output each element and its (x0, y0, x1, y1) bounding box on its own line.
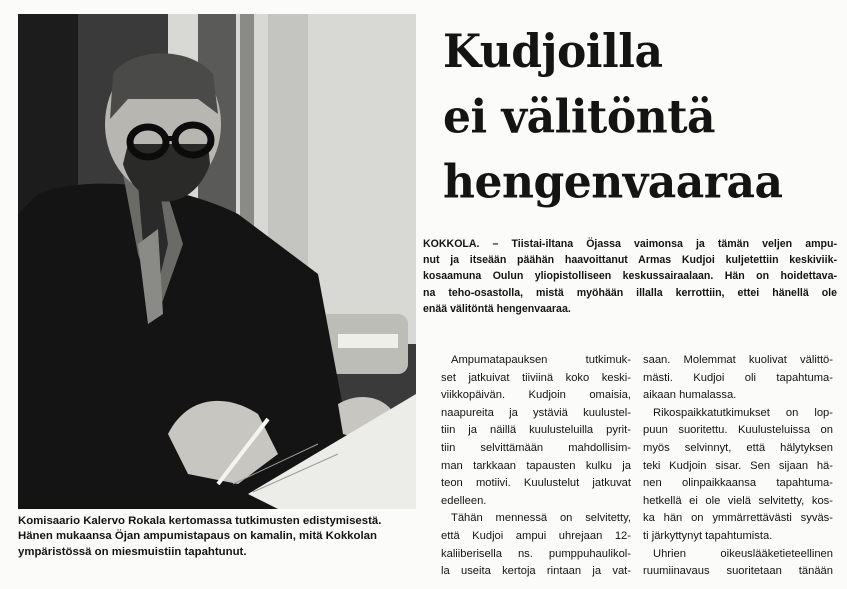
body-line: Rikospaikkatutkimukset on lop- (653, 406, 833, 419)
body-line: myös selvinnyt, että hälytyksen (643, 441, 833, 454)
body-line: tiin selvittämään mahdollisim- (441, 441, 631, 454)
caption-line: ympäristössä on miesmuistiin tapahtunut. (18, 545, 247, 558)
body-line: teon motiivi. Kuulustelut jatkuvat (441, 477, 631, 490)
lede-line: kosaamuna Oulun yliopistolliseen keskussairaalaan. Hän on hoidettava- (423, 270, 837, 283)
lede-line: Tiistai-iltana Öjassa vaimonsa ja tämän veljen ampu- (498, 238, 837, 250)
body-line: teki Kudjoin sisar. Sen sijaan hä- (643, 459, 833, 472)
news-photo-commissioner (18, 14, 416, 509)
photo-caption (18, 514, 428, 560)
caption-line: Hänen mukaansa Öjan ampumistapaus on kamalin, mitä Kokkolan (18, 530, 377, 543)
body-line: la useita kertoja rintaan ja vat- (441, 565, 631, 578)
lede-line: enää välitöntä hengenvaaraa. (423, 302, 571, 315)
body-line: mästi. Kudjoi oli tapahtuma- (643, 371, 833, 384)
body-line: kaliiberisella ns. pumppuhaulikol- (441, 547, 631, 560)
article-headline (443, 20, 843, 215)
body-column-1 (441, 352, 631, 581)
body-line: saan. Molemmat kuolivat välittö- (643, 354, 833, 366)
lede-line: nut ja itseään päähän haavoittanut Armas Kudjoi kuljetettiin keskiviik- (423, 254, 837, 267)
body-line: aikaan humalassa. (643, 389, 737, 402)
headline-line: Kudjoilla (443, 25, 663, 79)
body-line: tiin ja näillä kuulusteluilla pyrit- (441, 424, 631, 437)
headline-line: ei välitöntä (443, 90, 716, 144)
body-line: hetkellä ei ole vielä selvitetty, kos- (643, 494, 833, 507)
body-line: set jatkuivat tiiviinä koko keski- (441, 371, 631, 384)
body-line: puun suoritettu. Kuulusteluissa on (643, 424, 833, 437)
body-line: edelleen. (441, 494, 487, 507)
body-line: ka hän on ymmärrettävästi syväs- (643, 512, 833, 525)
article-lede (423, 236, 837, 317)
body-line: nen olinpaikkaansa tapahtuma- (643, 477, 833, 490)
lede-line: na teho-osastolla, mistä myöhään illalla kerrottiin, ettei hänellä ole (423, 286, 837, 299)
body-line: että Kudjoi ampui uhrejaan 12- (441, 529, 631, 542)
body-line: viikkopäivän. Kudjoin omaisia, (441, 389, 631, 402)
body-line: Tähän mennessä on selvitetty, (451, 512, 631, 525)
dateline: KOKKOLA. – (423, 238, 499, 250)
headline-line: hengenvaaraa (443, 155, 783, 209)
body-line: ti järkyttynyt tapahtumista. (643, 529, 773, 542)
body-line: man tarkkaan tapausten kulku ja (441, 459, 631, 472)
body-column-2 (643, 352, 833, 581)
caption-line: Komisaario Kalervo Rokala kertomassa tutkimusten edistymisestä. (18, 515, 382, 527)
body-line: Ampumatapauksen tutkimuk- (451, 354, 631, 366)
body-line: Uhrien oikeuslääketieteellinen (653, 547, 833, 560)
body-line: ruumiinavaus suoritetaan tänään (643, 565, 833, 578)
body-line: naapureita ja ystäviä kuulustel- (441, 406, 631, 419)
